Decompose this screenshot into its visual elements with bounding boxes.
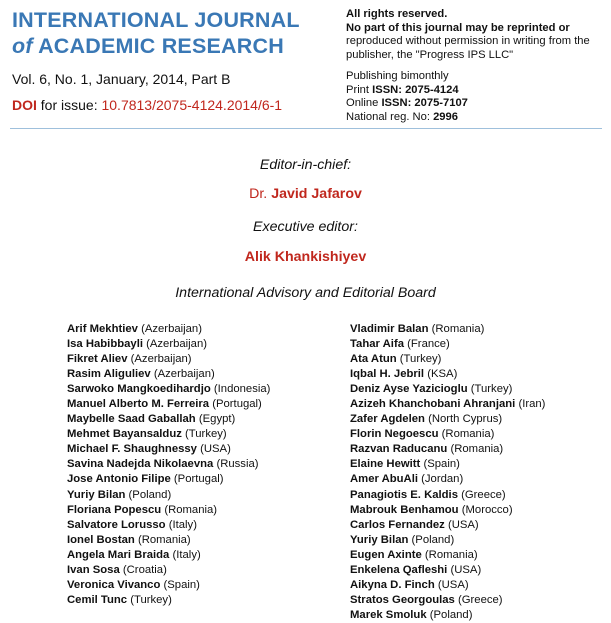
board-member-name: Ata Atun (350, 353, 397, 366)
board-member-country: (Romania) (431, 323, 485, 335)
board-member-country: (Croatia) (122, 563, 167, 576)
editor-in-chief-name-line (0, 186, 611, 202)
national-reg-line: National reg. No: 2996 (346, 110, 458, 123)
board-member (350, 488, 545, 503)
board-member-name: Floriana Popescu (67, 503, 162, 516)
board-member (350, 533, 545, 548)
board-member-name: Amer AbuAli (350, 473, 418, 486)
board-member-country: (Poland) (429, 608, 473, 621)
board-member (67, 533, 270, 548)
board-member-country: (Azerbaijan) (141, 323, 202, 335)
board-member-country: (North Cyprus) (428, 413, 503, 426)
board-member (350, 427, 545, 442)
board-member (67, 322, 270, 337)
publishing-info (346, 70, 608, 124)
volume-info: Vol. 6, No. 1, January, 2014, Part B (12, 71, 231, 87)
board-member-country: (Spain) (423, 458, 460, 471)
board-member (350, 548, 545, 563)
board-member-country: (Italy) (168, 518, 197, 531)
board-member (350, 382, 545, 397)
board-member-country: (Morocco) (461, 503, 513, 516)
board-member-country: (USA) (447, 518, 479, 531)
board-member (67, 457, 270, 472)
board-list-left (67, 322, 270, 608)
doi-label: DOI (12, 97, 37, 113)
board-member-country: (USA) (200, 443, 231, 456)
board-member-name: Yuriy Bilan (350, 533, 409, 546)
online-issn: 2075-7107 (411, 97, 468, 110)
national-reg-number: 2996 (433, 110, 458, 123)
online-issn-line: Online ISSN: 2075-7107 (346, 97, 468, 110)
board-member-name: Isa Habibbayli (67, 338, 143, 351)
board-member (350, 608, 545, 623)
board-member-country: (Greece) (457, 593, 503, 606)
board-member-country: (Turkey) (399, 353, 442, 366)
print-issn-line: Print ISSN: 2075-4124 (346, 83, 459, 96)
board-member (67, 352, 270, 367)
board-member (350, 322, 545, 337)
board-member (350, 352, 545, 367)
board-member (350, 593, 545, 608)
board-member-country: (Romania) (137, 533, 191, 546)
editor-in-chief-name: Javid Jafarov (271, 186, 362, 202)
rights-notice (346, 8, 608, 62)
board-member (67, 382, 270, 397)
board-member-name: Aikyna D. Finch (350, 578, 435, 591)
board-member-name: Tahar Aifa (350, 338, 404, 351)
board-member (350, 337, 545, 352)
board-member-country: (USA) (450, 563, 482, 576)
executive-editor-name: Alik Khankishiyev (244, 249, 367, 265)
board-member-name: Deniz Ayse Yazicioglu (350, 383, 468, 396)
board-member-country: (Greece) (461, 488, 506, 501)
board-member-name: Mehmet Bayansalduz (67, 428, 182, 441)
journal-title-rest: ACADEMIC RESEARCH (32, 34, 284, 58)
board-member (67, 578, 270, 593)
board-member-country: (Egypt) (198, 413, 236, 426)
board-member (67, 472, 270, 487)
board-member (350, 503, 545, 518)
board-member-country: (Romania) (164, 503, 218, 516)
board-member-name: Florin Negoescu (350, 428, 439, 441)
board-member-country: (Indonesia) (213, 383, 271, 396)
board-member-name: Enkelena Qafleshi (350, 563, 448, 576)
board-member-name: Cemil Tunc (67, 593, 128, 606)
editor-in-chief-role: Editor-in-chief: (259, 157, 352, 173)
board-member-country: (Portugal) (212, 398, 262, 411)
doi-line (12, 97, 282, 113)
rights-notice-bold: No part of this journal may be reprinted or (346, 21, 570, 34)
board-member (67, 397, 270, 412)
board-member (67, 412, 270, 427)
board-member-country: (KSA) (427, 368, 458, 381)
executive-editor-name-line (0, 249, 611, 265)
board-member (67, 367, 270, 382)
board-member (350, 397, 545, 412)
journal-header (0, 0, 611, 131)
board-member-country: (Turkey) (470, 383, 513, 396)
board-member-name: Yuriy Bilan (67, 488, 126, 501)
board-member (67, 563, 270, 578)
board-member-country: (Italy) (172, 548, 201, 561)
board-member (350, 518, 545, 533)
board-member-name: Veronica Vivanco (67, 578, 161, 591)
board-member-name: Angela Mari Braida (67, 548, 170, 561)
board-member-country: (USA) (437, 578, 469, 591)
board-member (350, 578, 545, 593)
board-member (350, 412, 545, 427)
board-member-country: (Jordan) (421, 473, 464, 486)
header-divider (10, 128, 602, 129)
board-member-country: (Turkey) (130, 593, 172, 606)
board-member (67, 442, 270, 457)
board-member-country: (Azerbaijan) (146, 338, 208, 351)
board-member-name: Ivan Sosa (67, 563, 120, 576)
rights-reserved: All rights reserved. (346, 8, 448, 20)
board-member-name: Eugen Axinte (350, 548, 422, 561)
doi-value[interactable]: 10.7813/2075-4124.2014/6-1 (101, 97, 283, 113)
board-title: International Advisory and Editorial Board (175, 285, 436, 301)
board-member (67, 593, 270, 608)
board-member (67, 427, 270, 442)
board-member-country: (Portugal) (173, 473, 224, 486)
board-member-country: (Azerbaijan) (153, 368, 215, 381)
board-member (350, 442, 545, 457)
board-member-country: (Russia) (216, 458, 259, 471)
board-member (350, 457, 545, 472)
board-member-name: Salvatore Lorusso (67, 518, 166, 531)
board-member (67, 548, 270, 563)
board-member-country: (Poland) (128, 488, 172, 501)
board-member-name: Savina Nadejda Nikolaevna (67, 458, 214, 471)
board-member-name: Manuel Alberto M. Ferreira (67, 398, 210, 411)
board-member-name: Rasim Aliguliev (67, 368, 151, 381)
board-list-right (350, 322, 545, 623)
board-member (350, 563, 545, 578)
executive-editor-role: Executive editor: (253, 219, 358, 235)
board-member-name: Arif Mekhtiev (67, 323, 138, 335)
rights-notice-rest: reproduced without permission in writing from the publisher, the "Progress IPS LLC" (346, 35, 590, 61)
doi-text: for issue: (36, 97, 102, 113)
board-member-country: (Spain) (163, 578, 200, 591)
board-member-name: Elaine Hewitt (350, 458, 421, 471)
journal-title-line2 (12, 34, 284, 59)
board-member-country: (Romania) (441, 428, 495, 441)
board-member-country: (France) (407, 338, 450, 351)
board-member (67, 503, 270, 518)
board-member-name: Carlos Fernandez (350, 518, 445, 531)
board-member-name: Azizeh Khanchobani Ahranjani (350, 398, 516, 411)
board-member (67, 337, 270, 352)
board-member-name: Fikret Aliev (67, 353, 128, 366)
board-member-country: (Romania) (450, 443, 504, 456)
board-member-name: Michael F. Shaughnessy (67, 443, 197, 456)
board-member (350, 367, 545, 382)
board-member-country: (Romania) (424, 548, 478, 561)
board-member-country: (Iran) (518, 398, 546, 411)
board-member-name: Zafer Agdelen (350, 413, 425, 426)
publishing-frequency: Publishing bimonthly (346, 70, 449, 82)
board-member-name: Razvan Raducanu (350, 443, 448, 456)
board-member-name: Vladimir Balan (350, 323, 429, 335)
board-member (67, 518, 270, 533)
board-member-country: (Azerbaijan) (130, 353, 192, 366)
board-member-name: Iqbal H. Jebril (350, 368, 425, 381)
journal-title-line1: INTERNATIONAL JOURNAL (12, 8, 300, 32)
board-member-name: Marek Smoluk (350, 608, 427, 621)
board-member-name: Ionel Bostan (67, 533, 135, 546)
board-member-name: Stratos Georgoulas (350, 593, 455, 606)
board-member-name: Sarwoko Mangkoedihardjo (67, 383, 211, 396)
print-issn: 2075-4124 (401, 83, 459, 96)
board-member-name: Panagiotis E. Kaldis (350, 488, 458, 501)
board-member (67, 488, 270, 503)
journal-title-of: of (12, 34, 33, 58)
board-member-name: Mabrouk Benhamou (350, 503, 459, 516)
board-member-name: Maybelle Saad Gaballah (67, 413, 196, 426)
board-member (350, 472, 545, 487)
editor-in-chief-prefix: Dr. (249, 186, 272, 202)
board-member-country: (Turkey) (185, 428, 227, 441)
board-member-name: Jose Antonio Filipe (67, 473, 171, 486)
board-member-country: (Poland) (411, 533, 455, 546)
